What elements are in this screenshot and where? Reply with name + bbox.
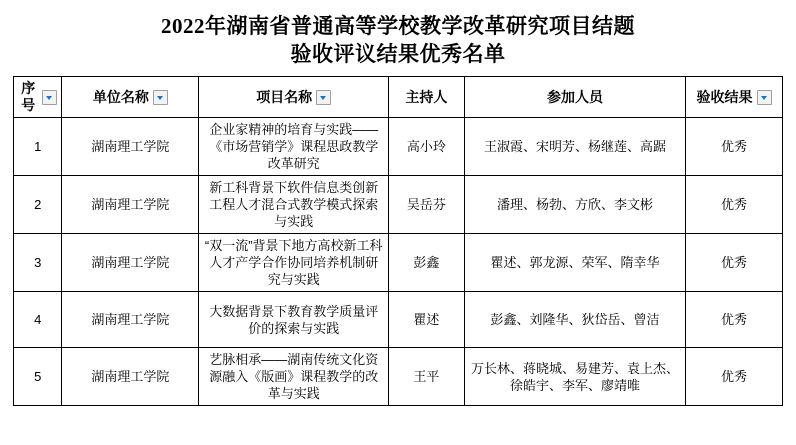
cell-leader: 高小玲 bbox=[389, 118, 465, 176]
cell-result: 优秀 bbox=[686, 348, 783, 406]
cell-leader: 王平 bbox=[389, 348, 465, 406]
cell-leader: 吴岳芬 bbox=[389, 176, 465, 234]
table-row bbox=[14, 292, 783, 348]
column-header-leader-label: 主持人 bbox=[405, 88, 448, 105]
table-row bbox=[14, 176, 783, 234]
cell-index: 4 bbox=[14, 292, 62, 348]
column-header-index bbox=[14, 77, 62, 118]
cell-result: 优秀 bbox=[686, 234, 783, 292]
cell-leader: 瞿述 bbox=[389, 292, 465, 348]
column-header-project-label: 项目名称 bbox=[256, 88, 313, 105]
cell-unit: 湖南理工学院 bbox=[62, 176, 199, 234]
filter-dropdown-icon[interactable] bbox=[757, 90, 772, 105]
table-header bbox=[14, 77, 783, 118]
filter-dropdown-icon[interactable] bbox=[42, 90, 57, 105]
table-row bbox=[14, 348, 783, 406]
column-header-index-label: 序号 bbox=[21, 80, 36, 113]
cell-project: 大数据背景下教育教学质量评价的探索与实践 bbox=[199, 292, 389, 348]
cell-unit: 湖南理工学院 bbox=[62, 348, 199, 406]
cell-project: 艺脉相承——湖南传统文化资源融入《版画》课程教学的改革与实践 bbox=[199, 348, 389, 406]
excellent-projects-table bbox=[13, 76, 783, 406]
cell-members: 王淑霞、宋明芳、杨继莲、高踞 bbox=[464, 118, 685, 176]
column-header-unit-label: 单位名称 bbox=[92, 88, 149, 105]
cell-index: 3 bbox=[14, 234, 62, 292]
cell-index: 1 bbox=[14, 118, 62, 176]
cell-index: 5 bbox=[14, 348, 62, 406]
cell-project: 企业家精神的培育与实践——《市场营销学》课程思政教学改革研究 bbox=[199, 118, 389, 176]
cell-result: 优秀 bbox=[686, 176, 783, 234]
cell-index: 2 bbox=[14, 176, 62, 234]
filter-dropdown-icon[interactable] bbox=[153, 90, 168, 105]
column-header-project bbox=[199, 77, 389, 118]
column-header-leader bbox=[389, 77, 465, 118]
column-header-unit bbox=[62, 77, 199, 118]
cell-project: “双一流”背景下地方高校新工科人才产学合作协同培养机制研究与实践 bbox=[199, 234, 389, 292]
cell-members: 彭鑫、刘隆华、狄岱岳、曾洁 bbox=[464, 292, 685, 348]
cell-members: 瞿述、郭龙源、荣军、隋幸华 bbox=[464, 234, 685, 292]
page-title-line1: 2022年湖南省普通高等学校教学改革研究项目结题 bbox=[161, 14, 635, 38]
cell-leader: 彭鑫 bbox=[389, 234, 465, 292]
filter-dropdown-icon[interactable] bbox=[316, 90, 331, 105]
column-header-members-label: 参加人员 bbox=[546, 88, 603, 105]
page-title-line2: 验收评议结果优秀名单 bbox=[290, 42, 506, 66]
cell-result: 优秀 bbox=[686, 292, 783, 348]
cell-project: 新工科背景下软件信息类创新工程人才混合式教学模式探索与实践 bbox=[199, 176, 389, 234]
column-header-result-label: 验收结果 bbox=[696, 88, 753, 105]
table-header-row bbox=[14, 77, 783, 118]
cell-members: 万长林、蒋晓城、易建芳、袁上杰、徐皓宇、李军、廖靖唯 bbox=[464, 348, 685, 406]
table-row bbox=[14, 234, 783, 292]
cell-unit: 湖南理工学院 bbox=[62, 118, 199, 176]
column-header-members bbox=[464, 77, 685, 118]
page-title bbox=[12, 12, 784, 68]
cell-unit: 湖南理工学院 bbox=[62, 292, 199, 348]
cell-unit: 湖南理工学院 bbox=[62, 234, 199, 292]
table-body bbox=[14, 118, 783, 406]
column-header-result bbox=[686, 77, 783, 118]
table-row bbox=[14, 118, 783, 176]
cell-result: 优秀 bbox=[686, 118, 783, 176]
cell-members: 潘理、杨勃、方欣、李文彬 bbox=[464, 176, 685, 234]
